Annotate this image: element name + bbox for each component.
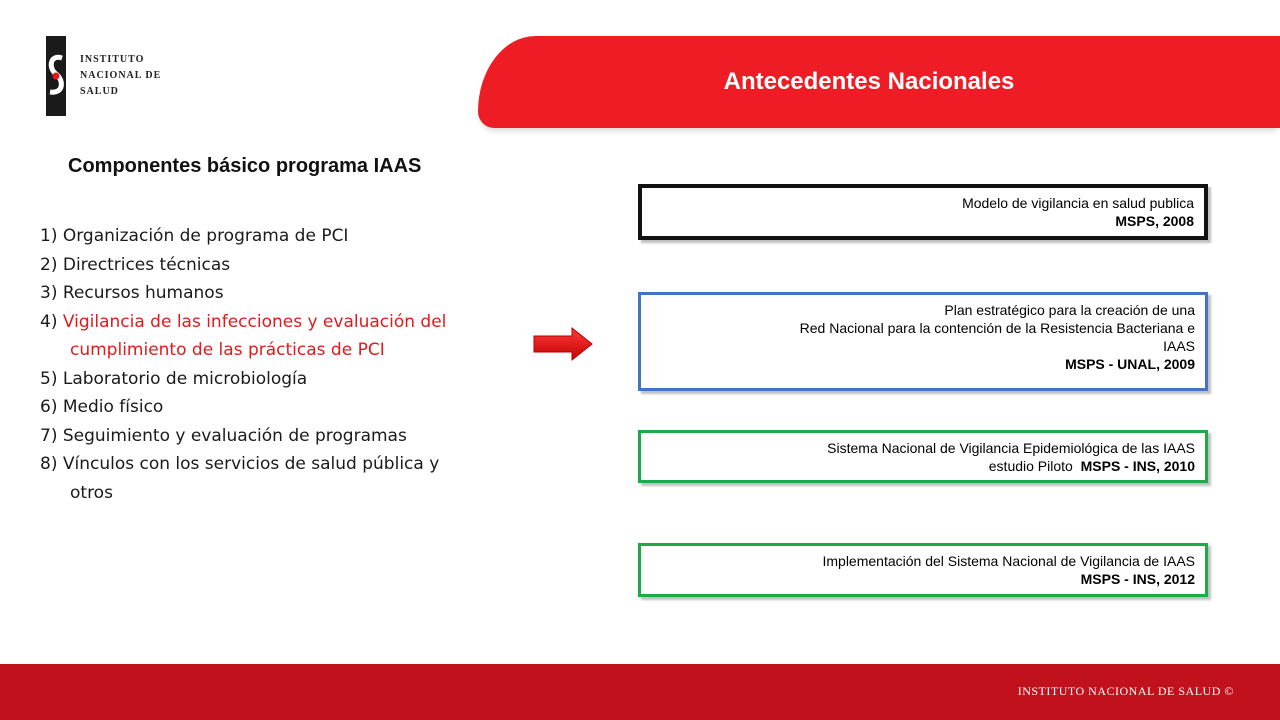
page-title: Antecedentes Nacionales [723,68,1015,95]
milestone-text: IAAS [1163,338,1195,354]
milestone-source: MSPS - INS, 2010 [1080,458,1195,474]
milestone-box-2012 [638,543,1208,597]
logo-line-1: INSTITUTO [80,54,145,65]
list-item-highlighted [40,308,520,337]
milestone-box-2009 [638,292,1208,391]
list-item: 7) Seguimiento y evaluación de programas [40,425,407,446]
milestone-text: Modelo de vigilancia en salud publica [962,195,1194,211]
milestone-text: Plan estratégico para la creación de una [944,302,1195,318]
milestone-text: Red Nacional para la contención de la Resistencia Bacteriana e [799,320,1195,336]
list-item-highlight-continuation: cumplimiento de las prácticas de PCI [70,340,385,360]
list-item: 1) Organización de programa de PCI [40,226,349,246]
components-title: Componentes básico programa IAAS [68,155,422,177]
footer-bar [0,664,1280,720]
milestone-source: MSPS, 2008 [1115,213,1194,229]
milestone-text-with-source [661,457,1195,475]
milestone-source: MSPS - INS, 2012 [1080,571,1195,587]
logo-line-2: NACIONAL DE [80,70,162,81]
milestone-text: Sistema Nacional de Vigilancia Epidemiológica de las IAAS [827,440,1195,456]
milestone-source: MSPS - UNAL, 2009 [1065,356,1195,372]
list-item: 5) Laboratorio de microbiología [40,368,308,389]
milestone-text: estudio Piloto [988,458,1073,474]
list-item: 6) Medio físico [40,397,164,417]
list-item-number: 4) [40,311,63,332]
ins-logo [42,36,162,116]
right-arrow-icon [532,326,594,362]
logo-line-3: SALUD [80,86,119,97]
list-item: 8) Vínculos con los servicios de salud pública y [40,454,440,474]
components-list [40,222,520,507]
ins-logo-wordmark [80,52,161,100]
milestone-box-2010 [638,430,1208,483]
footer-copyright: INSTITUTO NACIONAL DE SALUD © [1017,684,1234,698]
list-item-highlight-text: Vigilancia de las infecciones y evaluación del [62,311,447,332]
list-item: 2) Directrices técnicas [40,254,231,275]
milestone-text: Implementación del Sistema Nacional de Vigilancia de IAAS [822,553,1195,569]
ins-logo-icon [42,36,70,116]
list-item: 3) Recursos humanos [40,283,224,303]
milestone-box-2008 [638,184,1208,240]
list-item-continuation: otros [70,482,113,503]
